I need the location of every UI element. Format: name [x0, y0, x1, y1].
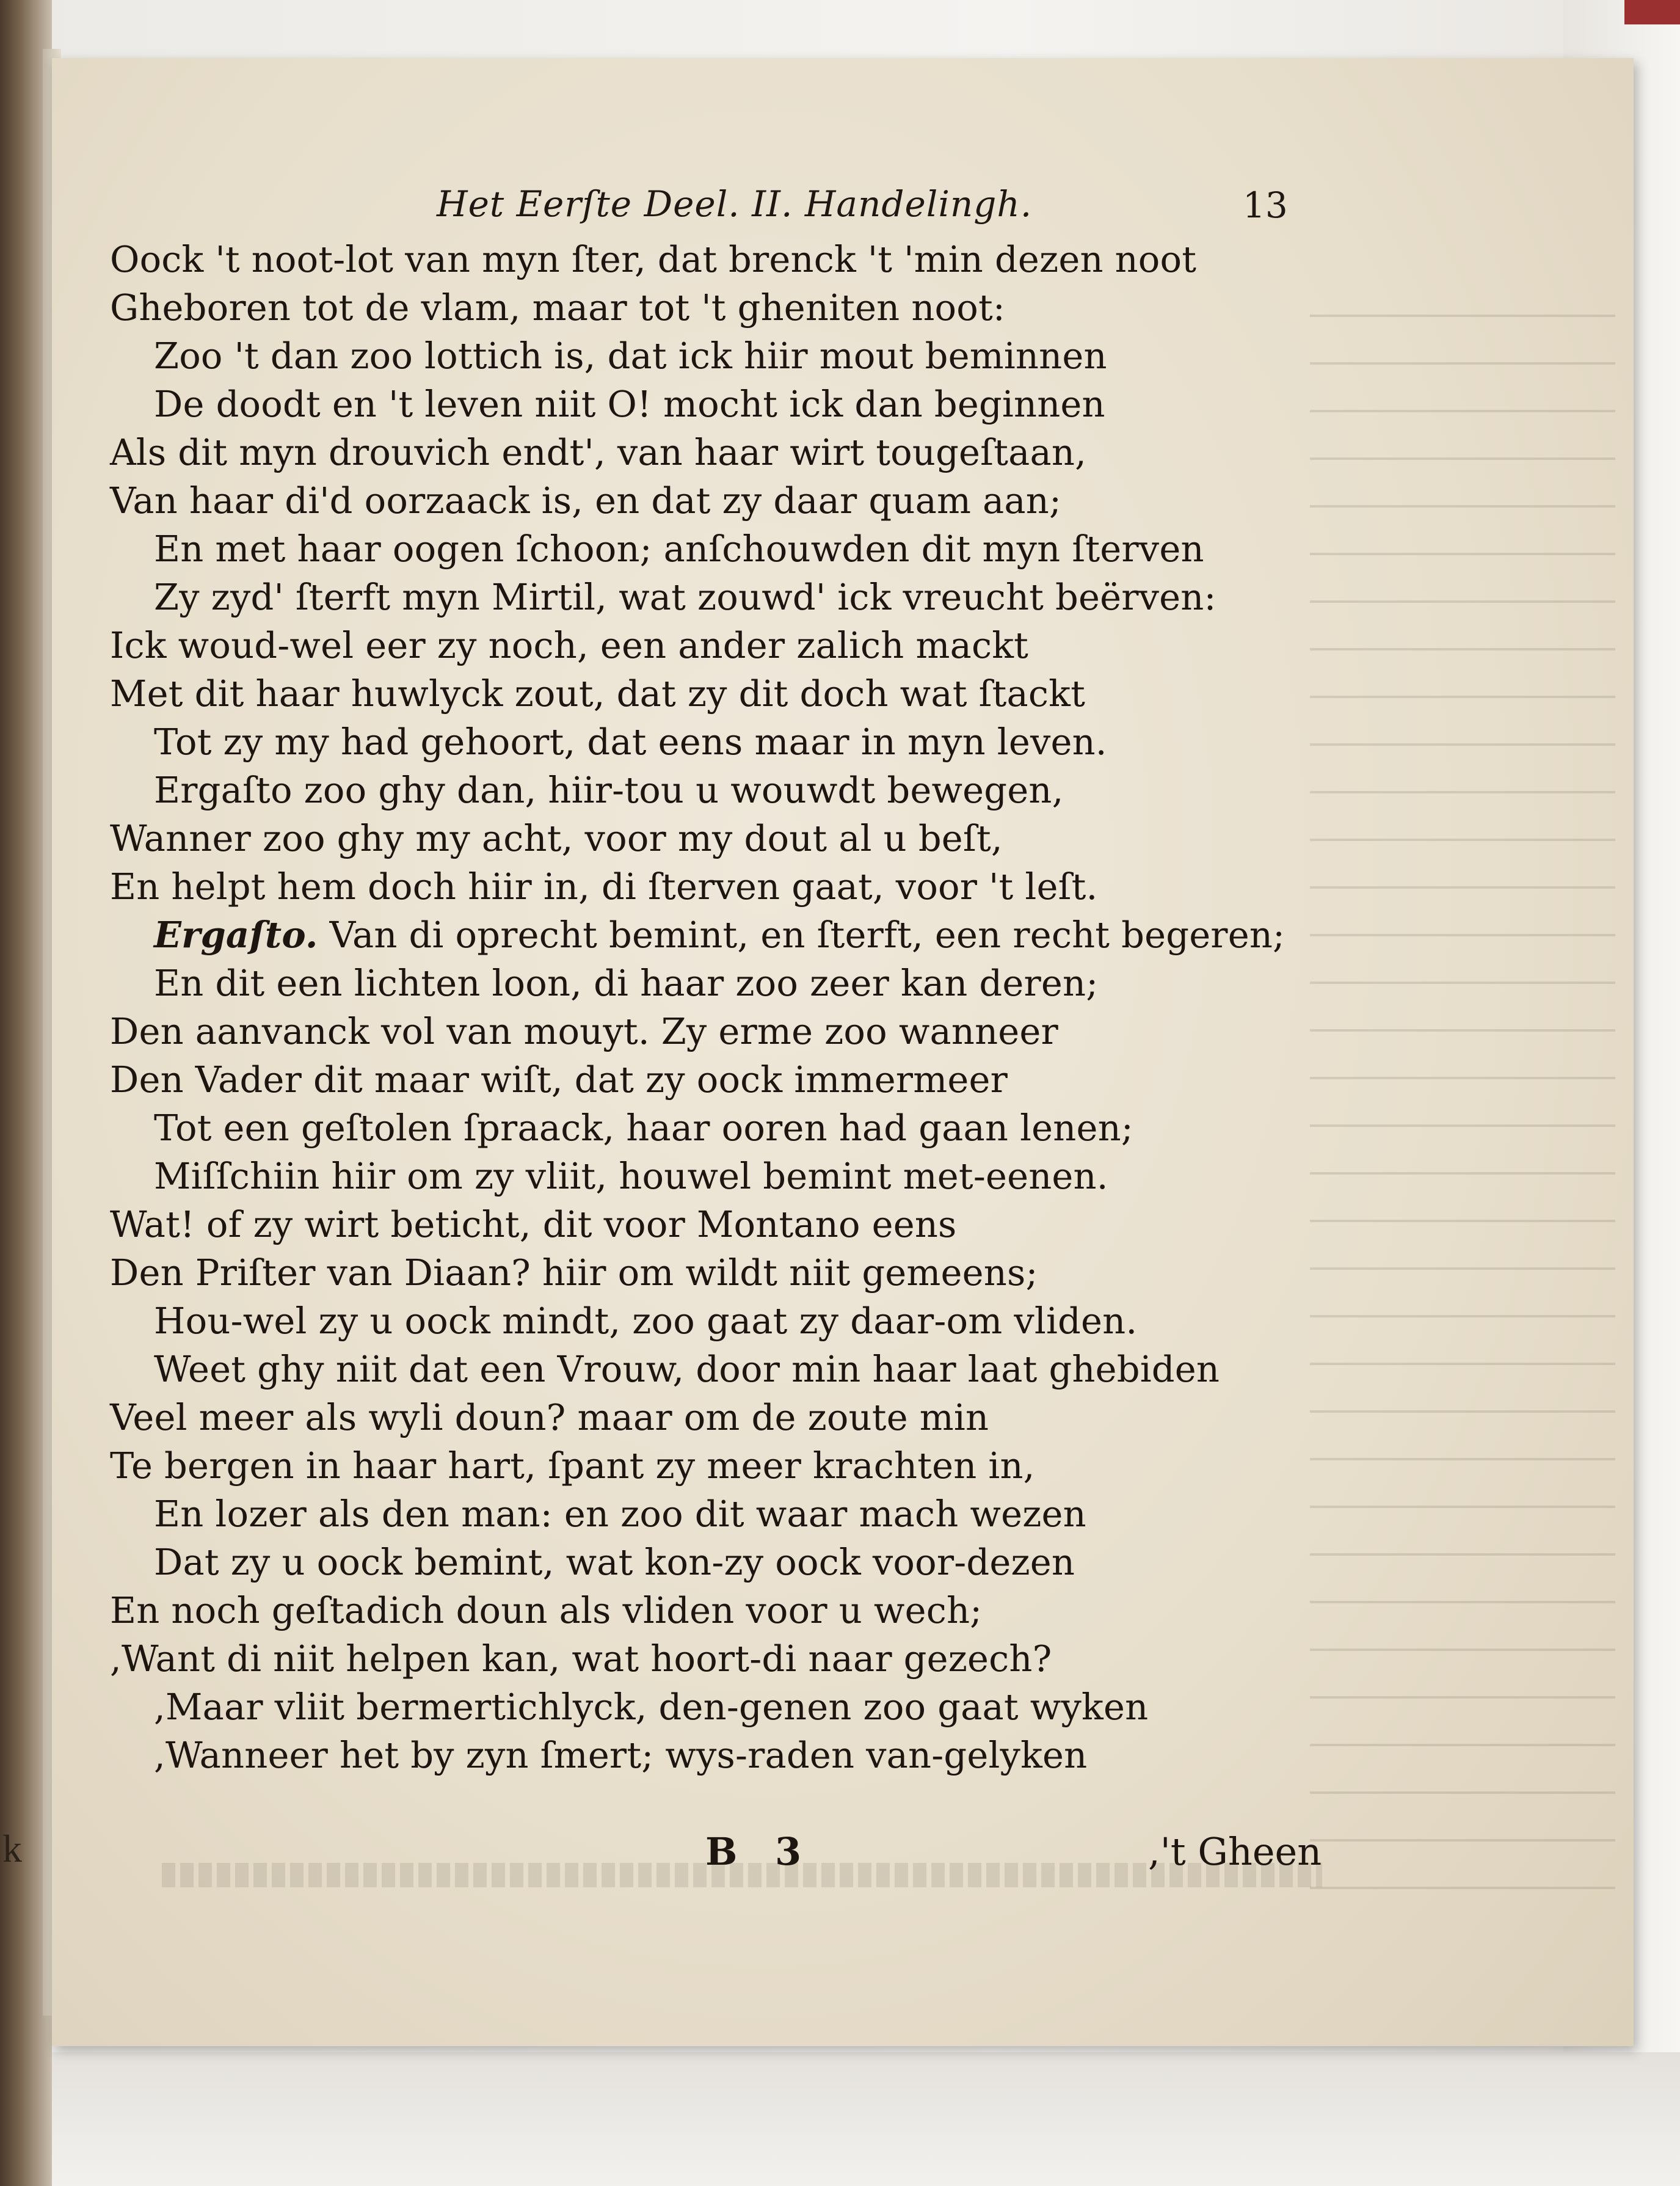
verse-line-text: Van di oprecht bemint, en ſterft, een recht begeren;: [318, 914, 1285, 956]
verse-line: [110, 1248, 1331, 1297]
verse-line: [110, 959, 1331, 1007]
verse-line: [110, 525, 1331, 573]
verse-line-text: Den Priſter van Diaan? hiir om wildt niit gemeens;: [110, 1251, 1038, 1294]
show-through-text: [1310, 278, 1615, 1927]
verse-line-text: Wanner zoo ghy my acht, voor my dout al u beſt,: [110, 817, 1003, 859]
verse-line-text: ,Want di niit helpen kan, wat hoort-di naar gezech?: [110, 1638, 1052, 1680]
verse-line: [110, 428, 1331, 476]
verse-line: [110, 669, 1331, 718]
verse-line-text: Wat! of zy wirt beticht, dit voor Montano eens: [110, 1203, 957, 1245]
verse-line: [110, 332, 1331, 380]
verse-line: [110, 283, 1331, 332]
running-head-title: Het Eerſte Deel. II. Handelingh.: [437, 183, 1033, 225]
speaker-name: Ergaſto.: [154, 914, 318, 956]
verse-line: [110, 1538, 1331, 1586]
signature-mark: B 3: [705, 1829, 814, 1874]
verse-line: [110, 1586, 1331, 1634]
verse-line: [110, 573, 1331, 621]
verse-line-text: En noch geſtadich doun als vliden voor u wech;: [110, 1589, 983, 1631]
verse-line-text: Tot een geſtolen ſpraack, haar ooren had gaan lenen;: [154, 1107, 1133, 1149]
verse-line: [110, 1634, 1331, 1683]
verse-line: [110, 1297, 1331, 1345]
verse-line-text: Gheboren tot de vlam, maar tot 't gheniten noot:: [110, 286, 1005, 329]
verse-line-text: Weet ghy niit dat een Vrouw, door min haar laat ghebiden: [154, 1348, 1220, 1390]
verse-line-text: ,Maar vliit bermertichlyck, den-genen zoo gaat wyken: [154, 1686, 1149, 1728]
book-page: [52, 58, 1634, 2046]
verse-line: [110, 476, 1331, 525]
verse-line-text: Miſſchiin hiir om zy vliit, houwel bemint met-eenen.: [154, 1155, 1108, 1197]
verse-line-text: Den Vader dit maar wiſt, dat zy oock immermeer: [110, 1058, 1008, 1101]
verse-line-text: Met dit haar huwlyck zout, dat zy dit doch wat ſtackt: [110, 672, 1086, 715]
verse-line: [110, 235, 1331, 283]
verse-line-text: Zoo 't dan zoo lottich is, dat ick hiir mout beminnen: [154, 335, 1107, 377]
verse-line: [110, 1055, 1331, 1104]
verse-line-text: Van haar di'd oorzaack is, en dat zy daar quam aan;: [110, 479, 1062, 522]
verse-line: [110, 1104, 1331, 1152]
verse-line-text: ,Wanneer het by zyn ſmert; wys-raden van-gelyken: [154, 1734, 1088, 1776]
verse-line: [110, 621, 1331, 669]
catchword: ,'t Gheen: [1148, 1829, 1322, 1874]
verse-line-text: Den aanvanck vol van mouyt. Zy erme zoo wanneer: [110, 1010, 1058, 1052]
verse-line: [110, 1200, 1331, 1248]
verse-line: [110, 911, 1331, 959]
verse-line: [110, 766, 1331, 814]
verse-line-text: Te bergen in haar hart, ſpant zy meer krachten in,: [110, 1445, 1035, 1487]
verse-line-text: Tot zy my had gehoort, dat eens maar in myn leven.: [154, 721, 1107, 763]
verse-line-text: Hou-wel zy u oock mindt, zoo gaat zy daar-om vliden.: [154, 1300, 1138, 1342]
bottom-cloth: [0, 2052, 1680, 2186]
facing-page-fragment: k: [2, 1827, 22, 1870]
catchline: [52, 1829, 1634, 1884]
verse-line: [110, 1490, 1331, 1538]
verse-line: [110, 1441, 1331, 1490]
page-number: 13: [1243, 184, 1288, 226]
red-object-corner: [1624, 0, 1680, 24]
verse-line-text: Ick woud-wel eer zy noch, een ander zalich mackt: [110, 624, 1029, 666]
verse-line-text: En lozer als den man: en zoo dit waar mach wezen: [154, 1493, 1086, 1535]
verse-line-text: Ergaſto zoo ghy dan, hiir-tou u wouwdt bewegen,: [154, 769, 1064, 811]
verse-line: [110, 862, 1331, 911]
verse-block: [110, 235, 1331, 1779]
verse-line: [110, 718, 1331, 766]
verse-line-text: En met haar oogen ſchoon; anſchouwden dit myn ſterven: [154, 528, 1204, 570]
verse-line: [110, 1731, 1331, 1779]
verse-line-text: Veel meer als wyli doun? maar om de zoute min: [110, 1396, 989, 1438]
verse-line-text: Oock 't noot-lot van myn ſter, dat brenck 't 'min dezen noot: [110, 238, 1197, 280]
verse-line: [110, 1152, 1331, 1200]
verse-line: [110, 1683, 1331, 1731]
verse-line: [110, 380, 1331, 428]
verse-line-text: De doodt en 't leven niit O! mocht ick dan beginnen: [154, 383, 1105, 425]
verse-line: [110, 814, 1331, 862]
verse-line-text: Zy zyd' ſterft myn Mirtil, wat zouwd' ick vreucht beërven:: [154, 576, 1216, 618]
verse-line-text: Dat zy u oock bemint, wat kon-zy oock voor-dezen: [154, 1541, 1075, 1583]
verse-line: [110, 1345, 1331, 1393]
running-head: [52, 183, 1634, 232]
verse-line-text: En helpt hem doch hiir in, di ſterven gaat, voor 't leſt.: [110, 865, 1098, 908]
verse-line-text: Als dit myn drouvich endt', van haar wirt tougeſtaan,: [110, 431, 1087, 473]
verse-line: [110, 1393, 1331, 1441]
verse-line: [110, 1007, 1331, 1055]
verse-line-text: En dit een lichten loon, di haar zoo zeer kan deren;: [154, 962, 1099, 1004]
